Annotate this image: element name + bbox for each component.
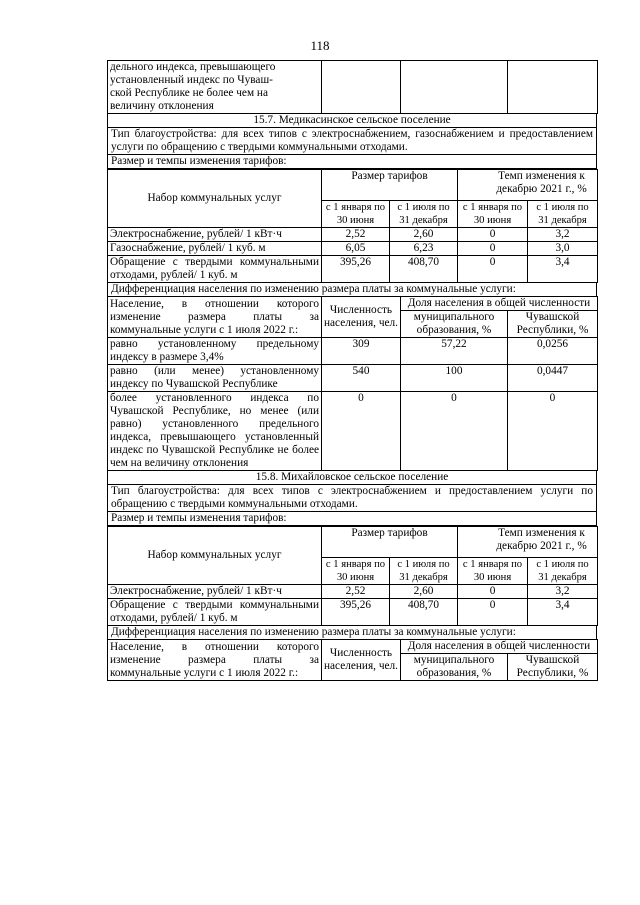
table-row: равно установленному предельному индексу в размере 3,4% 309 57,22 0,0256 — [108, 338, 598, 365]
population-table — [107, 296, 598, 471]
section-title: 15.7. Медикасинское сельское поселение — [107, 114, 597, 128]
period-1-header: с 1 января по 30 июня — [458, 201, 528, 228]
rate-header: Темп изменения к декабрю 2021 г., % — [458, 527, 598, 558]
period-2-header: с 1 июля по 31 декабря — [390, 201, 458, 228]
republic-share-header: Чувашской Республики, % — [508, 654, 598, 681]
tariff-table — [107, 526, 598, 626]
services-header: Набор коммунальных услуг — [108, 170, 322, 228]
municipal-share-header: муниципального образования, % — [401, 311, 508, 338]
period-2-header: с 1 июля по 31 декабря — [528, 201, 598, 228]
tariff-caption: Размер и темпы изменения тарифов: — [107, 512, 597, 526]
continuation-table — [107, 60, 598, 114]
rate-header: Темп изменения к декабрю 2021 г., % — [458, 170, 598, 201]
diff-caption: Дифференциация населения по изменению размера платы за коммунальные услуги: — [107, 283, 597, 296]
tariff-table — [107, 169, 598, 283]
population-table — [107, 639, 598, 681]
table-row: Газоснабжение, рублей/ 1 куб. м 6,05 6,23 0 3,0 — [108, 242, 598, 256]
table-row: Электроснабжение, рублей/ 1 кВт·ч 2,52 2,60 0 3,2 — [108, 585, 598, 599]
improvement-type: Тип благоустройства: для всех типов с электроснабжением, газоснабжением и предоставлением услуги по обращению с твердыми коммунальными отходами. — [107, 128, 597, 155]
period-1-header: с 1 января по 30 июня — [458, 558, 528, 585]
share-header: Доля населения в общей численности — [401, 297, 598, 311]
period-1-header: с 1 января по 30 июня — [322, 558, 390, 585]
diff-caption: Дифференциация населения по изменению размера платы за коммунальные услуги: — [107, 626, 597, 639]
document-content — [107, 60, 597, 681]
size-header: Размер тарифов — [322, 527, 458, 558]
table-row: Обращение с твердыми коммунальными отходами, рублей/ 1 куб. м 395,26 408,70 0 3,4 — [108, 256, 598, 283]
period-1-header: с 1 января по 30 июня — [322, 201, 390, 228]
tariff-caption: Размер и темпы изменения тарифов: — [107, 155, 597, 169]
count-header: Численность населения, чел. — [322, 640, 401, 681]
period-2-header: с 1 июля по 31 декабря — [390, 558, 458, 585]
count-header: Численность населения, чел. — [322, 297, 401, 338]
table-row: Электроснабжение, рублей/ 1 кВт·ч 2,52 2,60 0 3,2 — [108, 228, 598, 242]
share-header: Доля населения в общей численности — [401, 640, 598, 654]
size-header: Размер тарифов — [322, 170, 458, 201]
municipal-share-header: муниципального образования, % — [401, 654, 508, 681]
table-row: Обращение с твердыми коммунальными отходами, рублей/ 1 куб. м 395,26 408,70 0 3,4 — [108, 599, 598, 626]
page-number: 118 — [310, 38, 330, 53]
period-2-header: с 1 июля по 31 декабря — [528, 558, 598, 585]
population-header: Население, в отношении которого изменение размера платы за коммунальные услуги с 1 июля 2022 г.: — [108, 297, 322, 338]
table-row: равно (или менее) установленному индексу по Чувашской Республике 540 100 0,0447 — [108, 365, 598, 392]
services-header: Набор коммунальных услуг — [108, 527, 322, 585]
population-header: Население, в отношении которого изменение размера платы за коммунальные услуги с 1 июля 2022 г.: — [108, 640, 322, 681]
improvement-type: Тип благоустройства: для всех типов с электроснабжением и предоставлением услуги по обращению с твердыми коммунальными отходами. — [107, 485, 597, 512]
continuation-cell: дельного индекса, превышающего установленный индекс по Чуваш- ской Республике не более чем на величину отклонения — [108, 61, 322, 114]
republic-share-header: Чувашской Республики, % — [508, 311, 598, 338]
section-title: 15.8. Михайловское сельское поселение — [107, 471, 597, 485]
table-row: более установленного индекса по Чувашской Республике, но менее (или равно) установленного предельного индекса, превышающего установленный индекс по Чувашской Республике не более чем на величину отклонения 0 0 0 — [108, 392, 598, 471]
